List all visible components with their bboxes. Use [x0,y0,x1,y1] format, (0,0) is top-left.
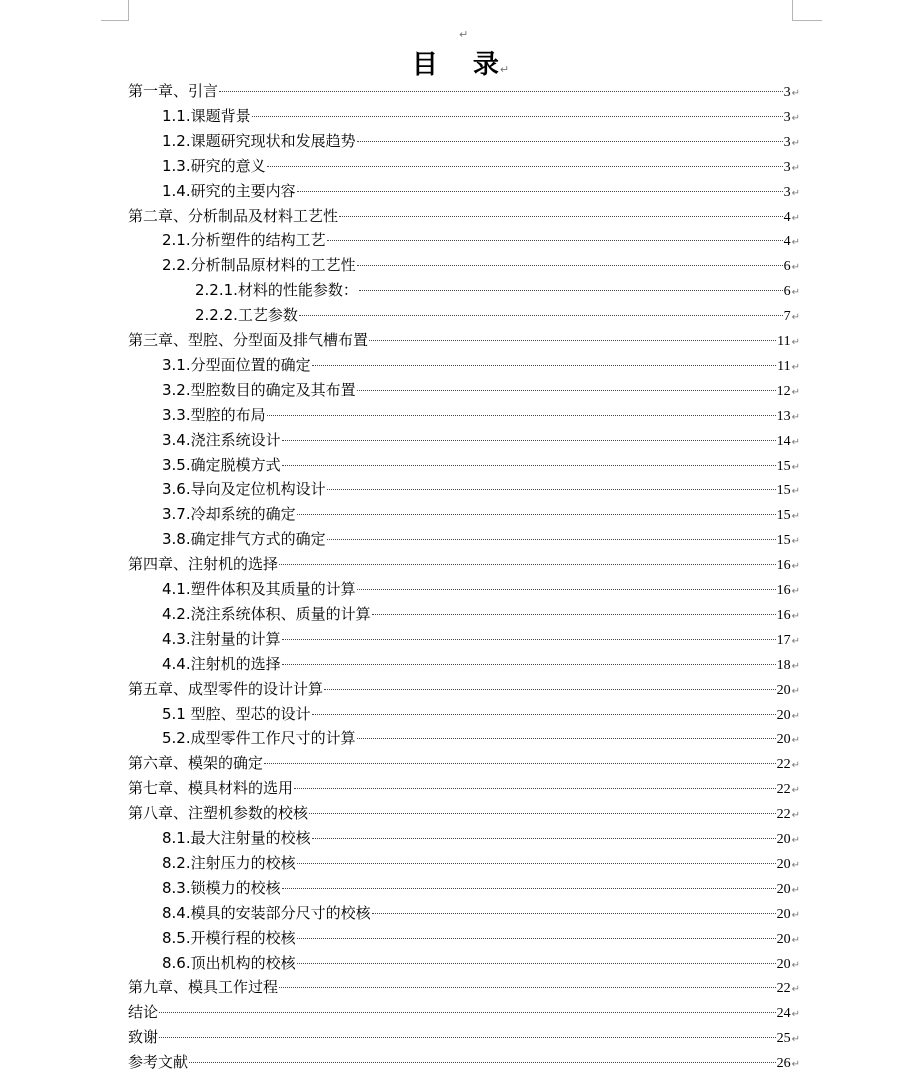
toc-entry-label: 3.1.分型面位置的确定 [162,355,311,374]
paragraph-mark: ↵ [791,635,800,647]
toc-leader-dots [282,664,776,665]
toc-entry-label: 第七章、模具材料的选用 [128,779,294,798]
toc-entry-page-number: 22 [776,782,791,798]
title-char-2: 录 [472,50,500,80]
toc-entry-label: 3.8.确定排气方式的确定 [162,530,326,549]
toc-entry-page-number: 15 [776,458,791,474]
toc-entry[interactable] [162,827,800,849]
paragraph-mark: ↵ [791,660,800,672]
toc-entry-label: 2.1.分析塑件的结构工艺 [162,231,326,250]
paragraph-mark: ↵ [791,112,800,124]
toc-entry-page-number: 16 [776,583,791,598]
paragraph-mark: ↵ [791,411,800,423]
toc-leader-dots [282,465,776,466]
toc-entry[interactable] [162,503,800,525]
paragraph-mark: ↵ [791,859,800,871]
toc-entry[interactable] [162,628,800,650]
toc-entry-page-number: 4 [783,209,791,225]
toc-leader-dots [189,1062,776,1063]
toc-entry[interactable] [162,404,800,426]
toc-entry-page-number: 20 [776,956,791,972]
toc-entry-label: 3.7.冷却系统的确定 [162,505,296,524]
toc-leader-dots [297,863,776,864]
paragraph-mark: ↵ [791,561,800,573]
paragraph-mark: ↵ [791,486,800,498]
toc-entry-page-number: 20 [776,856,791,872]
toc-entry[interactable] [195,304,800,326]
paragraph-mark: ↵ [791,237,800,249]
paragraph-mark: ↵ [791,1059,800,1071]
toc-entry[interactable] [128,80,800,102]
toc-entry-page-number: 22 [776,757,791,773]
toc-leader-dots [297,191,783,192]
toc-entry-label: 2.2.分析制品原材料的工艺性 [162,256,356,275]
toc-entry[interactable] [162,703,800,725]
toc-entry-label: 第二章、分析制品及材料工艺性 [128,206,339,225]
paragraph-mark: ↵ [791,710,800,722]
toc-entry[interactable] [162,105,800,127]
toc-leader-dots [372,913,776,914]
toc-entry-label: 5.1 型腔、型芯的设计 [162,704,311,723]
toc-leader-dots [159,1037,776,1038]
toc-entry-page-number: 13 [776,408,791,424]
paragraph-mark: ↵ [791,685,800,697]
toc-entry-page-number: 4 [783,234,791,250]
toc-entry-label: 第九章、模具工作过程 [128,978,279,997]
toc-entry-label: 8.5.开模行程的校核 [162,928,296,947]
toc-leader-dots [327,489,776,490]
toc-entry-label: 第五章、成型零件的设计计算 [128,679,324,698]
paragraph-mark: ↵ [791,785,800,797]
toc-leader-dots [357,141,783,142]
toc-entry-label: 参考文献 [128,1053,189,1072]
toc-entry[interactable] [128,1051,800,1073]
toc-entry-label: 致谢 [128,1028,159,1047]
toc-entry-label: 8.3.锁模力的校核 [162,878,281,897]
toc-entry[interactable] [162,902,800,924]
toc-entry-label: 8.2.注射压力的校核 [162,853,296,872]
toc-entry[interactable] [128,802,800,824]
toc-entry-page-number: 15 [776,508,791,524]
toc-entry[interactable] [128,205,800,227]
toc-entry-page-number: 20 [776,682,791,698]
toc-entry-page-number: 18 [776,657,791,673]
toc-entry[interactable] [162,229,800,251]
toc-leader-dots [327,539,776,540]
toc-entry-label: 第六章、模架的确定 [128,754,264,773]
toc-leader-dots [297,514,776,515]
toc-entry-page-number: 15 [776,483,791,499]
toc-entry-label: 4.2.浇注系统体积、质量的计算 [162,604,371,623]
toc-entry[interactable] [128,1026,800,1048]
toc-entry[interactable] [162,454,800,476]
toc-entry-label: 3.2.型腔数目的确定及其布置 [162,380,356,399]
paragraph-mark: ↵ [791,884,800,896]
toc-entry-label: 2.2.2.工艺参数 [195,306,298,325]
paragraph-mark: ↵ [791,511,800,523]
toc-entry[interactable] [162,727,800,749]
toc-leader-dots [357,738,776,739]
toc-entry-page-number: 12 [776,383,791,399]
paragraph-mark: ↵ [791,760,800,772]
toc-entry-page-number: 14 [776,433,791,449]
title-char-1: 目 [411,50,439,80]
paragraph-mark: ↵ [791,361,800,373]
toc-entry-label: 8.1.最大注射量的校核 [162,829,311,847]
paragraph-mark: ↵ [791,610,800,622]
toc-entry-label: 1.2.课题研究现状和发展趋势 [162,131,356,150]
toc-leader-dots [219,91,783,92]
toc-entry-label: 第三章、型腔、分型面及排气槽布置 [128,331,369,349]
paragraph-mark: ↵ [791,137,800,149]
toc-leader-dots [312,714,776,715]
toc-leader-dots [282,639,776,640]
paragraph-mark: ↵ [791,735,800,747]
toc-entry[interactable] [162,254,800,276]
toc-entry[interactable] [162,478,800,500]
toc-entry-page-number: 15 [776,533,791,549]
toc-leader-dots [282,440,776,441]
paragraph-mark: ↵ [499,63,511,76]
page-corner-mark-top-right [792,0,822,21]
paragraph-mark: ↵ [791,835,800,846]
toc-entry[interactable] [128,1001,800,1023]
toc-entry-label: 5.2.成型零件工作尺寸的计算 [162,729,356,748]
toc-leader-dots [264,763,776,764]
toc-leader-dots [297,938,776,939]
toc-entry[interactable] [162,852,800,874]
toc-entry-page-number: 20 [776,832,791,847]
toc-leader-dots [299,315,783,316]
toc-leader-dots [372,614,776,615]
paragraph-mark: ↵ [791,287,800,299]
paragraph-mark: ↵ [791,984,800,996]
toc-entry-label: 3.5.确定脱模方式 [162,455,281,474]
page-corner-mark-top-left [101,0,129,21]
toc-entry[interactable] [128,752,800,774]
toc-entry[interactable] [162,653,800,675]
toc-entry-page-number: 20 [776,931,791,947]
paragraph-mark: ↵ [791,586,800,597]
paragraph-mark: ↵ [791,187,800,199]
paragraph-mark: ↵ [791,909,800,921]
paragraph-mark: ↵ [791,88,800,99]
toc-entry[interactable] [162,528,800,550]
toc-entry-page-number: 6 [783,259,791,275]
toc-entry-label: 3.4.浇注系统设计 [162,430,281,449]
toc-entry-page-number: 3 [783,134,791,150]
toc-leader-dots [312,365,777,366]
toc-entry-page-number: 25 [776,1031,791,1047]
toc-leader-dots [297,963,776,964]
toc-leader-dots [312,838,776,839]
toc-entry-page-number: 20 [776,707,791,723]
toc-entry[interactable] [128,976,800,998]
toc-entry[interactable] [162,180,800,202]
toc-entry[interactable] [128,678,800,700]
toc-entry-label: 4.1.塑件体积及其质量的计算 [162,580,356,598]
toc-leader-dots [159,1012,776,1013]
toc-entry-label: 3.6.导向及定位机构设计 [162,480,326,499]
toc-leader-dots [267,166,783,167]
toc-leader-dots [294,788,776,789]
toc-entry-page-number: 11 [777,334,791,349]
toc-leader-dots [279,564,776,565]
paragraph-mark: ↵ [791,959,800,971]
paragraph-mark: ↵ [459,28,469,41]
toc-entry-page-number: 24 [776,1006,791,1022]
paragraph-mark: ↵ [791,386,800,398]
toc-entry-page-number: 11 [777,358,791,374]
paragraph-mark: ↵ [791,934,800,946]
toc-entry-label: 结论 [128,1003,159,1022]
toc-leader-dots [357,265,783,266]
toc-entry[interactable] [162,877,800,899]
paragraph-mark: ↵ [791,810,800,822]
toc-entry-label: 第一章、引言 [128,82,219,100]
toc-entry[interactable] [162,603,800,625]
toc-entry[interactable] [162,130,800,152]
paragraph-mark: ↵ [791,461,800,473]
toc-entry-label: 8.4.模具的安装部分尺寸的校核 [162,903,371,922]
toc-leader-dots [279,987,776,988]
toc-entry-label: 1.1.课题背景 [162,106,251,125]
toc-entry-label: 3.3.型腔的布局 [162,405,266,424]
toc-entry-label: 第四章、注射机的选择 [128,555,279,574]
toc-entry[interactable] [128,777,800,799]
toc-leader-dots [359,290,783,291]
paragraph-mark: ↵ [791,212,800,224]
toc-entry-page-number: 16 [776,558,791,574]
paragraph-mark: ↵ [791,262,800,274]
toc-entry-page-number: 20 [776,732,791,748]
toc-leader-dots [309,813,776,814]
toc-entry[interactable] [128,329,800,351]
toc-entry[interactable] [162,379,800,401]
toc-entry-label: 8.6.顶出机构的校核 [162,953,296,972]
toc-entry-page-number: 6 [783,284,791,300]
paragraph-mark: ↵ [791,162,800,174]
toc-entry-page-number: 22 [776,981,791,997]
toc-entry[interactable] [162,578,800,600]
toc-entry[interactable] [128,553,800,575]
paragraph-mark: ↵ [791,337,800,348]
toc-entry-label: 第八章、注塑机参数的校核 [128,804,309,823]
toc-entry-page-number: 3 [783,159,791,175]
toc-leader-dots [282,888,776,889]
toc-leader-dots [339,216,783,217]
toc-entry-label: 4.3.注射量的计算 [162,629,281,648]
toc-leader-dots [267,415,776,416]
toc-entry-page-number: 22 [776,807,791,823]
toc-entry[interactable] [162,952,800,974]
toc-entry-page-number: 20 [776,881,791,897]
paragraph-mark: ↵ [791,536,800,548]
toc-entry-page-number: 26 [776,1056,791,1072]
toc-entry-page-number: 7 [783,309,791,325]
toc-leader-dots [327,240,783,241]
toc-entry-label: 1.3.研究的意义 [162,156,266,175]
paragraph-mark: ↵ [791,1009,800,1021]
paragraph-mark: ↵ [791,312,800,324]
toc-entry-page-number: 3 [783,109,791,125]
toc-leader-dots [369,340,776,341]
toc-entry-page-number: 3 [783,184,791,200]
toc-entry-label: 4.4.注射机的选择 [162,654,281,673]
toc-entry-page-number: 20 [776,906,791,922]
toc-leader-dots [357,390,776,391]
toc-entry-label: 2.2.1.材料的性能参数： [195,281,358,300]
toc-entry-page-number: 3 [783,85,791,100]
toc-entry-page-number: 16 [776,607,791,623]
toc-entry-label: 1.4.研究的主要内容 [162,181,296,200]
toc-entry[interactable] [162,354,800,376]
toc-leader-dots [357,589,776,590]
toc-entry-page-number: 17 [776,632,791,648]
toc-leader-dots [252,116,783,117]
toc-entry[interactable] [195,279,800,301]
toc-leader-dots [324,689,776,690]
toc-entry[interactable] [162,429,800,451]
paragraph-mark: ↵ [791,1034,800,1046]
toc-entry[interactable] [162,155,800,177]
page-title [0,44,922,81]
toc-entry[interactable] [162,927,800,949]
paragraph-mark: ↵ [791,436,800,448]
